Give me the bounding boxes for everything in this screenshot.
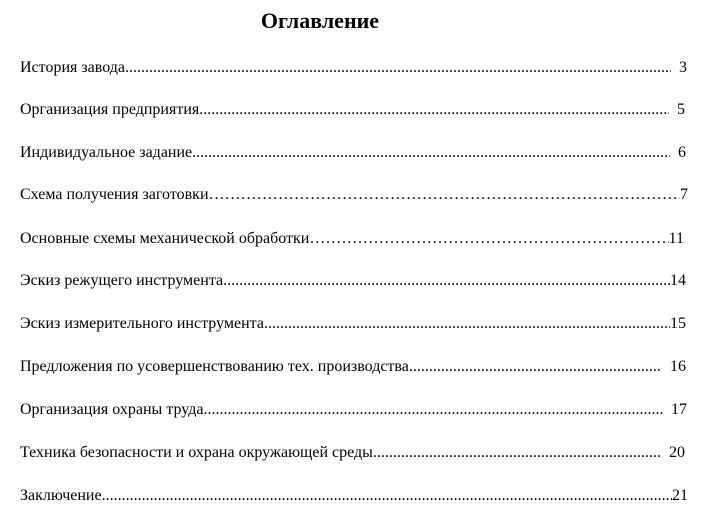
toc-page-number: 14 <box>670 272 686 289</box>
toc-entry <box>20 229 684 249</box>
toc-entry-title: История завода <box>20 59 126 76</box>
toc-entry-title: Эскиз режущего инструмента <box>20 272 224 289</box>
toc-entry <box>20 185 688 205</box>
toc-entry-title: Предложения по усовершенствованию тех. производства <box>20 358 409 375</box>
dot-leader <box>199 100 669 120</box>
dot-leader <box>203 400 663 420</box>
toc-entry-title: Заключение <box>20 487 102 504</box>
toc-page-number: 16 <box>670 358 686 375</box>
toc-entry-title: Техника безопасности и охрана окружающей среды <box>20 444 373 461</box>
toc-entry <box>20 314 686 334</box>
toc-page-number: 7 <box>680 186 688 203</box>
toc-entry-title: Организация охраны труда <box>20 401 204 418</box>
toc-entry-title: Организация предприятия <box>20 101 200 118</box>
toc-entry <box>20 400 687 420</box>
toc-entry-title: Основные схемы механической обработки <box>20 230 310 247</box>
dot-leader <box>409 357 662 377</box>
toc-entry <box>20 357 686 377</box>
toc-entry <box>20 271 686 291</box>
toc-page-number: 5 <box>677 101 685 118</box>
dot-leader <box>125 58 671 78</box>
toc-entry <box>20 486 688 506</box>
toc-page-number: 20 <box>669 444 685 461</box>
dot-leader <box>223 271 670 291</box>
dot-leader <box>192 143 670 163</box>
toc-entry-title: Схема получения заготовки <box>20 186 209 203</box>
toc-entry <box>20 58 687 78</box>
toc-entry <box>20 143 686 163</box>
toc-page-number: 3 <box>679 59 687 76</box>
dot-leader <box>209 185 680 205</box>
toc-page-number: 21 <box>672 487 688 504</box>
toc-page-number: 15 <box>670 315 686 332</box>
dot-leader <box>102 486 672 506</box>
toc-entry <box>20 443 685 463</box>
toc-page-number: 11 <box>668 230 684 247</box>
toc-page-number: 17 <box>671 401 687 418</box>
dot-leader <box>373 443 661 463</box>
dot-leader <box>264 314 670 334</box>
toc-entry-title: Эскиз измерительного инструмента <box>20 315 264 332</box>
dot-leader <box>309 229 668 249</box>
toc-page-number: 6 <box>678 144 686 161</box>
toc-entry-title: Индивидуальное задание <box>20 144 193 161</box>
page-title: Оглавление <box>260 8 380 33</box>
toc-entry <box>20 100 685 120</box>
